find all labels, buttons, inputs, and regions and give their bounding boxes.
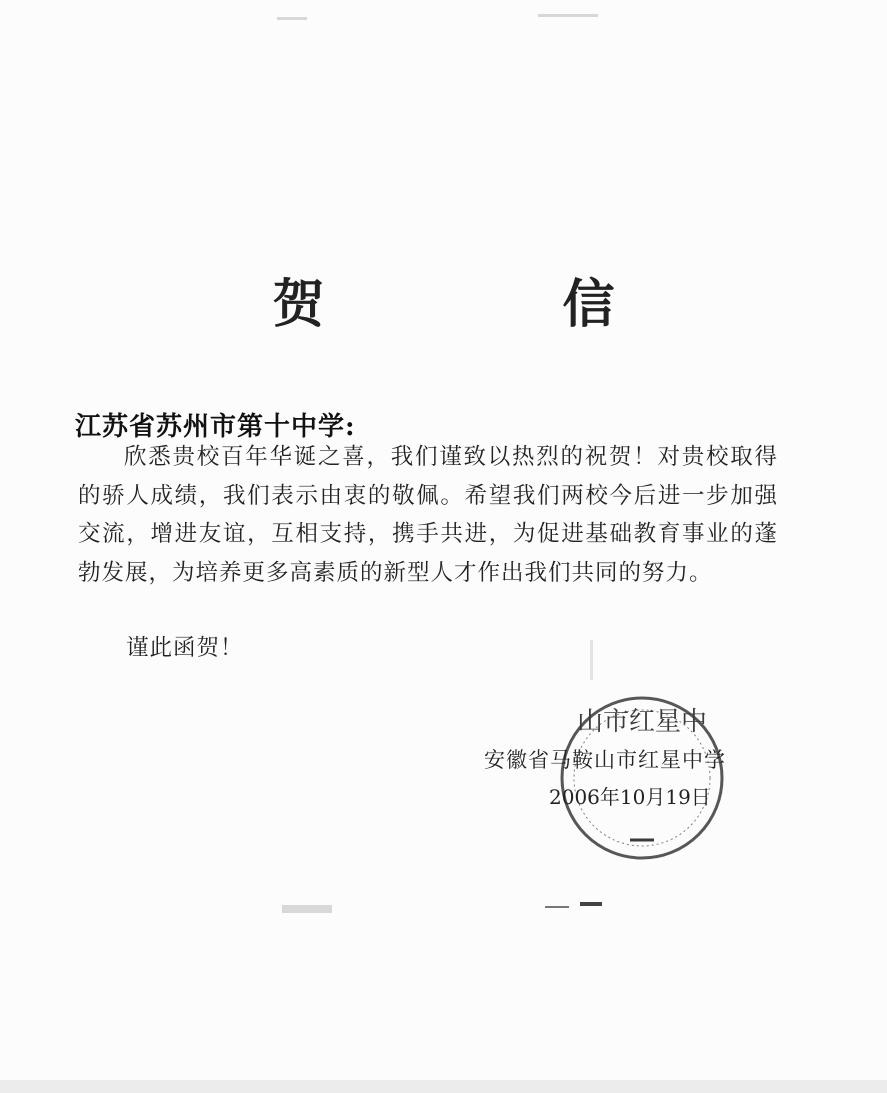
seal-text: 山市红星中 <box>576 707 708 737</box>
letter-date: 2006年10月19日 <box>549 785 711 809</box>
scan-mark <box>545 906 569 908</box>
scan-mark <box>580 902 602 906</box>
scan-bottom-edge <box>0 1080 887 1093</box>
scan-mark <box>538 14 598 17</box>
letter-addressee: 江苏省苏州市第十中学: <box>75 412 356 442</box>
scan-mark <box>282 905 332 913</box>
letter-signature: 安徽省马鞍山市红星中学 <box>484 748 726 772</box>
letter-body <box>78 438 778 592</box>
scan-mark <box>590 640 593 680</box>
scan-mark <box>277 17 307 20</box>
letter-body-paragraph: 欣悉贵校百年华诞之喜，我们谨致以热烈的祝贺！对贵校取得的骄人成绩，我们表示由衷的敬佩。希望我们两校今后进一步加强交流，增进友谊，互相支持，携手共进，为促进基础教育事业的蓬勃发展，为培养更多高素质的新型人才作出我们共同的努力。 <box>78 444 778 586</box>
letter-closing: 谨此函贺！ <box>126 635 244 661</box>
letter-title: 贺 信 <box>272 274 725 335</box>
school-seal-stamp <box>552 690 732 865</box>
